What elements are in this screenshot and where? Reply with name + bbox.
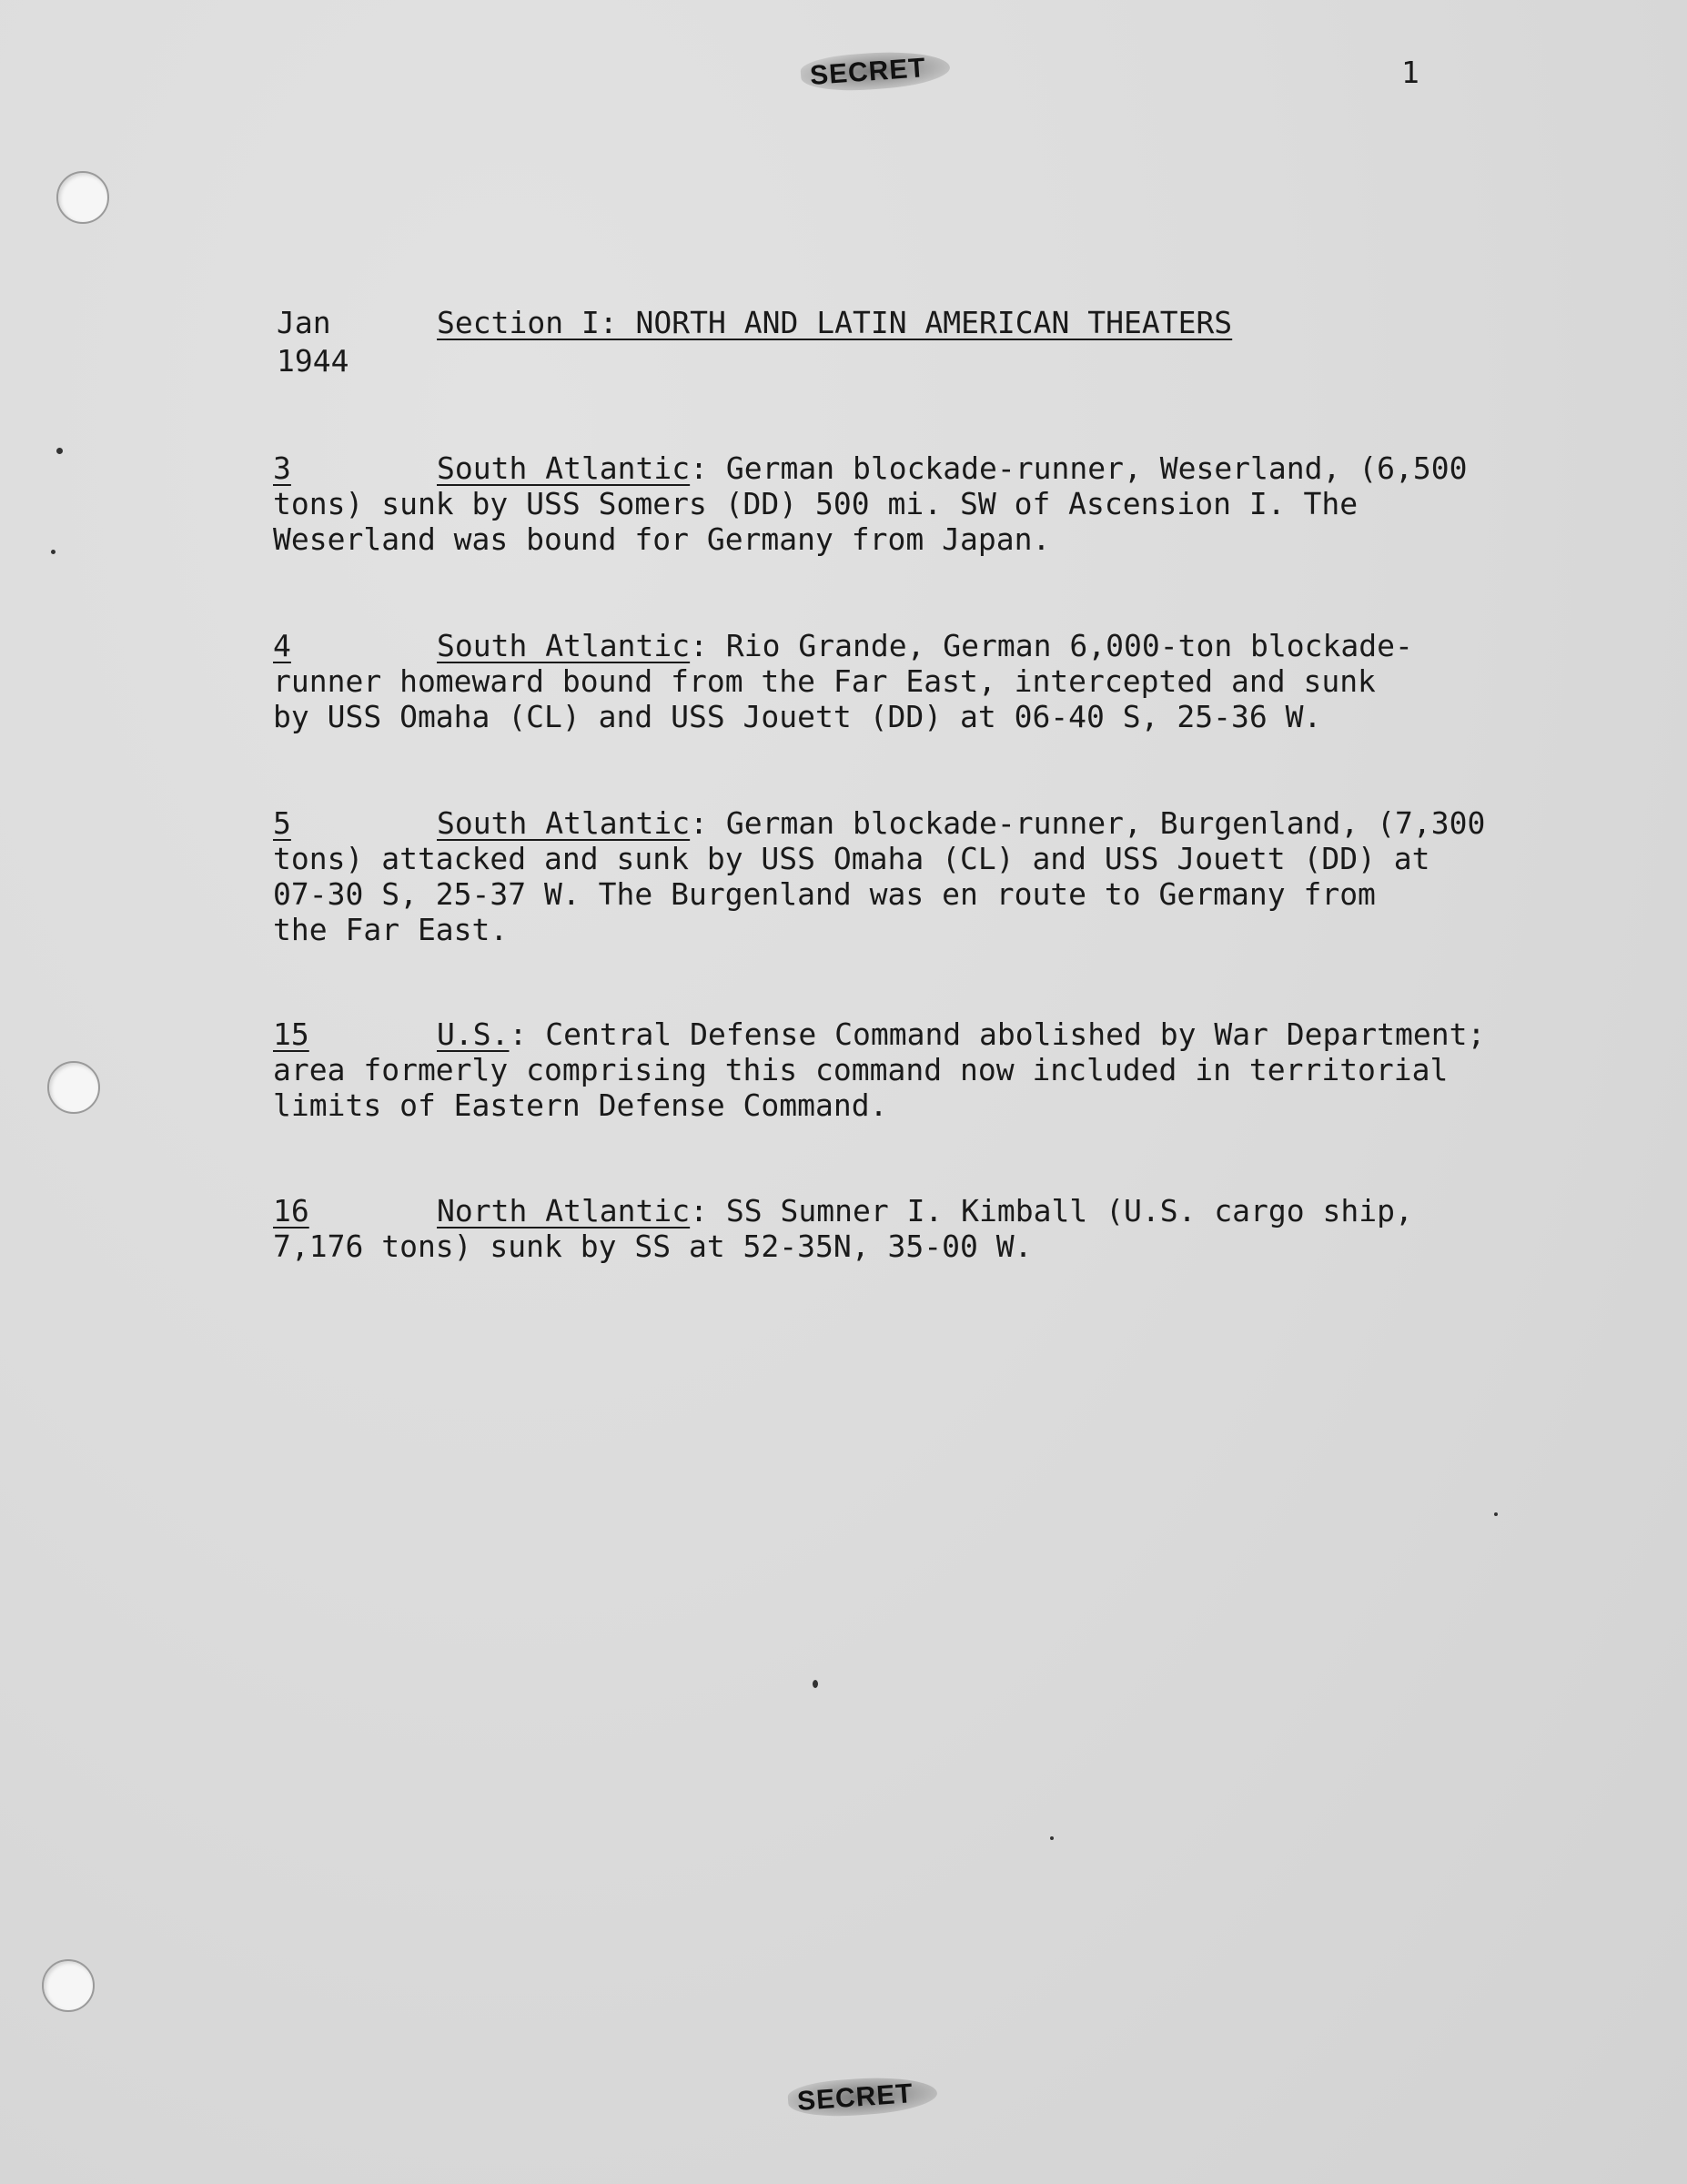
entry-heading: U.S.	[437, 1016, 510, 1052]
secret-stamp-bottom: SECRET	[787, 2073, 938, 2119]
entry-day-number: 5	[273, 805, 291, 841]
date-month: Jan	[277, 305, 331, 340]
entry-heading: South Atlantic	[437, 628, 691, 663]
entry-line-text: : German blockade-runner, Weserland, (6,500	[690, 450, 1468, 486]
date-year: 1944	[277, 343, 349, 379]
entry-heading: South Atlantic	[437, 805, 691, 841]
section-title: Section I: NORTH AND LATIN AMERICAN THEATERS	[437, 305, 1233, 340]
speck	[51, 550, 56, 554]
entry-line: limits of Eastern Defense Command.	[273, 1087, 888, 1123]
entry-day-number: 4	[273, 628, 291, 663]
entry-line: 7,176 tons) sunk by SS at 52-35N, 35-00 W.	[273, 1228, 1033, 1264]
entry-heading: South Atlantic	[437, 450, 691, 486]
entry-line	[349, 450, 1532, 486]
entry-line: tons) attacked and sunk by USS Omaha (CL) and USS Jouett (DD) at	[273, 841, 1430, 876]
entry-line: 07-30 S, 25-37 W. The Burgenland was en route to Germany from	[273, 876, 1376, 912]
entry-text	[273, 450, 1532, 557]
entry-line	[349, 628, 1532, 663]
entry-line-text: : Rio Grande, German 6,000-ton blockade-	[690, 628, 1413, 663]
entry-day-number: 3	[273, 450, 291, 486]
page-number: 1	[1401, 55, 1419, 90]
entry-text	[273, 805, 1532, 947]
entry-heading: North Atlantic	[437, 1193, 691, 1228]
date-block	[277, 304, 349, 380]
secret-stamp-top: SECRET	[800, 47, 951, 94]
entry-line: runner homeward bound from the Far East, intercepted and sunk	[273, 663, 1376, 699]
entry-text	[273, 628, 1532, 734]
entry-line: the Far East.	[273, 912, 509, 947]
speck	[56, 448, 63, 454]
entry-line-text: : SS Sumner I. Kimball (U.S. cargo ship,	[690, 1193, 1413, 1228]
speck	[1050, 1836, 1054, 1840]
entry-day-number: 16	[273, 1193, 309, 1228]
entry-line: by USS Omaha (CL) and USS Jouett (DD) at 06-40 S, 25-36 W.	[273, 699, 1322, 734]
entry-line: Weserland was bound for Germany from Japan.	[273, 521, 1051, 557]
speck	[813, 1680, 818, 1688]
speck	[1494, 1512, 1498, 1516]
punch-hole-bottom	[42, 1959, 95, 2012]
entry-line-text: : German blockade-runner, Burgenland, (7,300	[690, 805, 1486, 841]
punch-hole-top	[56, 171, 109, 224]
entry-day-number: 15	[273, 1016, 309, 1052]
entry-line	[349, 805, 1532, 841]
entry-line: area formerly comprising this command now included in territorial	[273, 1052, 1449, 1087]
punch-hole-middle	[47, 1061, 100, 1114]
entry-line: tons) sunk by USS Somers (DD) 500 mi. SW of Ascension I. The	[273, 486, 1359, 521]
entry-line-text: : Central Defense Command abolished by War Department;	[509, 1016, 1486, 1052]
entry-line	[349, 1016, 1532, 1052]
entry-line	[349, 1193, 1532, 1228]
